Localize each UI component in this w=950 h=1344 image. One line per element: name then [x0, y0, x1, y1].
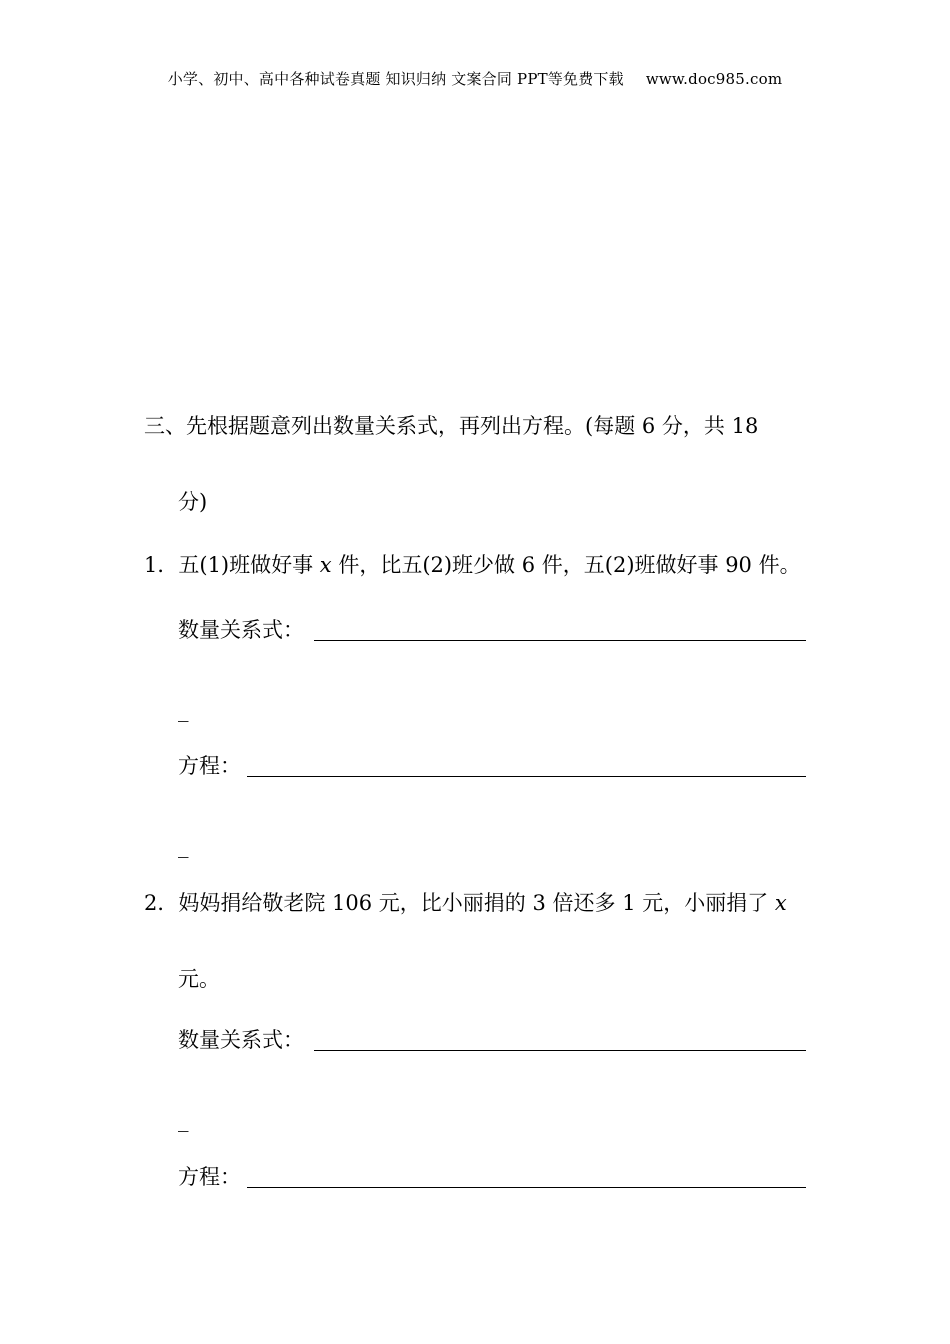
section-title-line2: 分) [178, 490, 208, 514]
question-1-text-b: 件，比五(2)班少做 6 件，五(2)班做好事 90 件。 [331, 553, 801, 577]
q2-equation-blank[interactable] [247, 1187, 806, 1188]
page-header [0, 68, 950, 89]
question-1-number: 1． [144, 553, 179, 577]
q1-relation-label: 数量关系式： [178, 618, 304, 642]
question-2-variable: x [774, 891, 787, 915]
question-2-number: 2． [144, 891, 179, 915]
header-text: 小学、初中、高中各种试卷真题 知识归纳 文案合同 PPT等免费下载 [167, 70, 624, 88]
question-1-text-a: 五(1)班做好事 [178, 553, 320, 577]
q1-equation-label: 方程： [178, 754, 241, 778]
q2-relation-blank[interactable] [314, 1050, 806, 1051]
q2-equation-label: 方程： [178, 1165, 241, 1189]
q1-relation-tail: _ [178, 698, 189, 722]
q1-relation-blank[interactable] [314, 640, 806, 641]
question-2 [144, 888, 787, 918]
question-2-line2: 元。 [178, 967, 220, 991]
section-title-line1: 三、先根据题意列出数量关系式，再列出方程。(每题 6 分，共 18 [144, 414, 759, 438]
question-2-text-a: 妈妈捐给敬老院 106 元，比小丽捐的 3 倍还多 1 元，小丽捐了 [178, 891, 775, 915]
q1-equation-tail: _ [178, 834, 189, 858]
question-1-variable: x [319, 553, 332, 577]
q1-equation-blank[interactable] [247, 776, 806, 777]
question-1 [144, 550, 801, 580]
q2-relation-label: 数量关系式： [178, 1028, 304, 1052]
q2-relation-tail: _ [178, 1108, 189, 1132]
header-url: www.doc985.com [645, 70, 783, 88]
